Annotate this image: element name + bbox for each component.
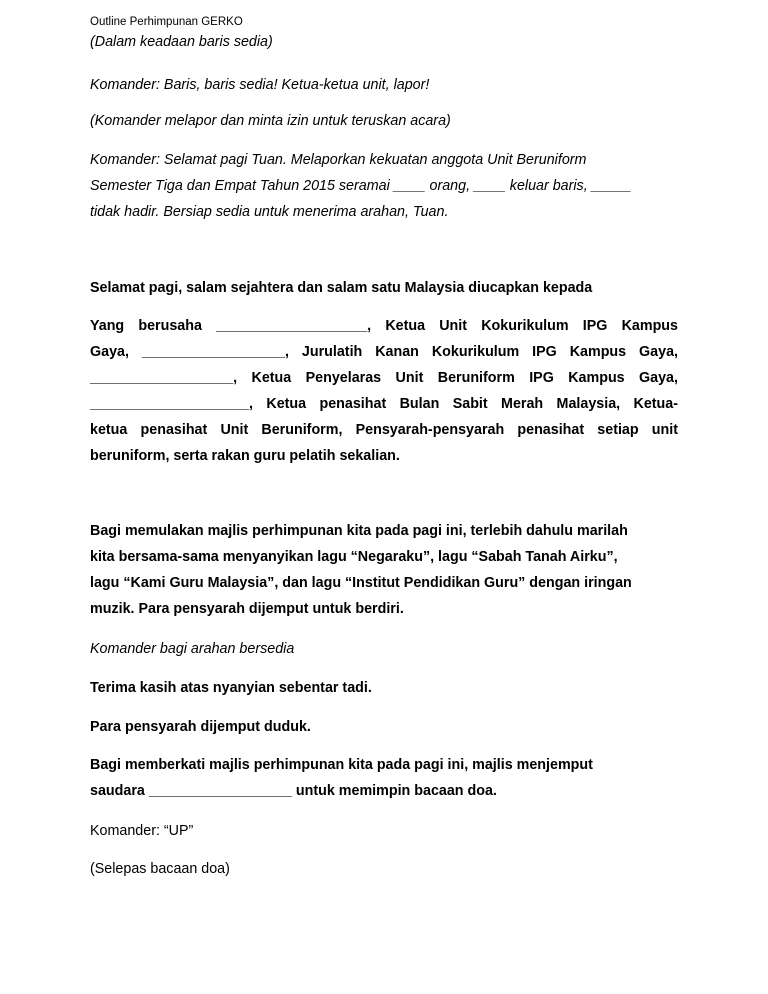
paragraph-komander-laporan (90, 147, 678, 225)
text-line: Bagi memulakan majlis perhimpunan kita pada pagi ini, terlebih dahulu marilah (90, 523, 628, 539)
text-line: saudara __________________ untuk memimpin bacaan doa. (90, 783, 497, 799)
text-line: kita bersama-sama menyanyikan lagu “Negaraku”, lagu “Sabah Tanah Airku”, (90, 549, 618, 565)
paragraph-komander-baris: Komander: Baris, baris sedia! Ketua-ketua unit, lapor! (90, 77, 430, 93)
paragraph-bacaan-doa (90, 752, 678, 804)
text-line: Komander: Selamat pagi Tuan. Melaporkan kekuatan anggota Unit Beruniform (90, 152, 587, 168)
text-line: __________________, Ketua Penyelaras Unit Beruniform IPG Kampus Gaya, (90, 370, 678, 386)
paragraph-baris-sedia: (Dalam keadaan baris sedia) (90, 34, 273, 50)
paragraph-dijemput-duduk: Para pensyarah dijemput duduk. (90, 719, 311, 735)
text-line: ketua penasihat Unit Beruniform, Pensyarah-pensyarah penasihat setiap unit (90, 422, 678, 438)
document-header: Outline Perhimpunan GERKO (90, 16, 243, 28)
text-line: ____________________, Ketua penasihat Bulan Sabit Merah Malaysia, Ketua- (90, 396, 678, 412)
text-line: lagu “Kami Guru Malaysia”, dan lagu “Institut Pendidikan Guru” dengan iringan (90, 575, 632, 591)
paragraph-nyanyian-lagu (90, 518, 678, 622)
text-line: beruniform, serta rakan guru pelatih sekalian. (90, 448, 400, 464)
text-line: tidak hadir. Bersiap sedia untuk menerima arahan, Tuan. (90, 204, 449, 220)
text-line: Gaya, __________________, Jurulatih Kanan Kokurikulum IPG Kampus Gaya, (90, 344, 678, 360)
text-line: muzik. Para pensyarah dijemput untuk berdiri. (90, 601, 404, 617)
paragraph-yang-berusaha (90, 313, 678, 469)
paragraph-salam: Selamat pagi, salam sejahtera dan salam satu Malaysia diucapkan kepada (90, 280, 593, 296)
paragraph-komander-melapor: (Komander melapor dan minta izin untuk teruskan acara) (90, 113, 451, 129)
paragraph-terima-kasih: Terima kasih atas nyanyian sebentar tadi. (90, 680, 372, 696)
text-line: Semester Tiga dan Empat Tahun 2015 seramai ____ orang, ____ keluar baris, _____ (90, 178, 632, 194)
text-line: Bagi memberkati majlis perhimpunan kita pada pagi ini, majlis menjemput (90, 757, 593, 773)
text-line: Yang berusaha ___________________, Ketua Unit Kokurikulum IPG Kampus (90, 318, 678, 334)
paragraph-komander-up: Komander: “UP” (90, 823, 194, 839)
paragraph-komander-bersedia: Komander bagi arahan bersedia (90, 641, 295, 657)
paragraph-selepas-doa: (Selepas bacaan doa) (90, 861, 230, 877)
